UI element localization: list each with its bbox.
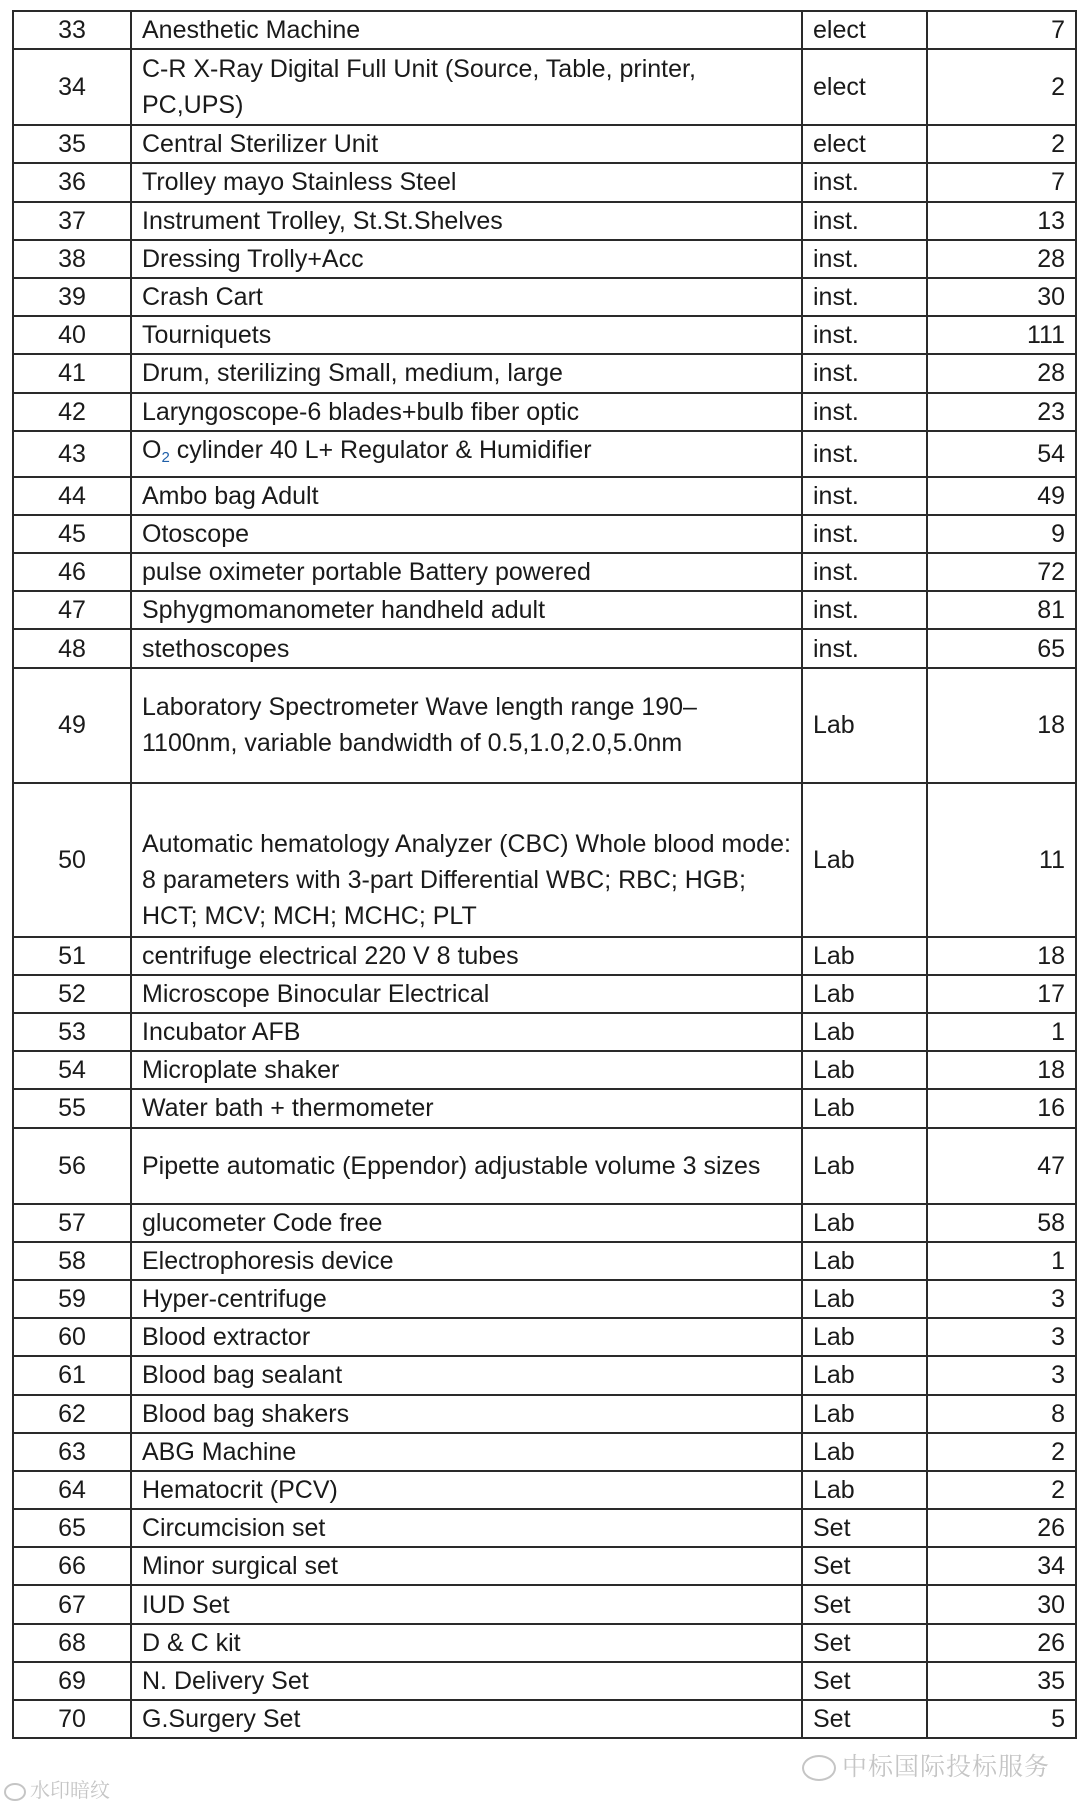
row-number: 45: [13, 515, 131, 553]
item-type: inst.: [802, 202, 927, 240]
item-quantity: 2: [927, 49, 1076, 125]
item-type: Lab: [802, 1356, 927, 1394]
item-description: C-R X-Ray Digital Full Unit (Source, Table, printer, PC,UPS): [131, 49, 802, 125]
table-row: [13, 1395, 1076, 1433]
item-type: inst.: [802, 278, 927, 316]
weibo-icon: [4, 1783, 26, 1801]
row-number: 38: [13, 240, 131, 278]
row-number: 51: [13, 937, 131, 975]
item-quantity: 7: [927, 163, 1076, 201]
row-number: 49: [13, 668, 131, 783]
table-row: [13, 1547, 1076, 1585]
item-type: Lab: [802, 1204, 927, 1242]
item-quantity: 28: [927, 354, 1076, 392]
table-row: [13, 668, 1076, 783]
item-type: inst.: [802, 316, 927, 354]
item-type: inst.: [802, 240, 927, 278]
watermark-left-text: 水印暗纹: [30, 1778, 110, 1802]
item-quantity: 23: [927, 393, 1076, 431]
item-quantity: 26: [927, 1509, 1076, 1547]
table-row: [13, 1624, 1076, 1662]
item-quantity: 5: [927, 1700, 1076, 1738]
item-description: Blood bag sealant: [131, 1356, 802, 1394]
item-subscript: 2: [161, 448, 170, 466]
item-description: Water bath + thermometer: [131, 1089, 802, 1127]
item-quantity: 8: [927, 1395, 1076, 1433]
item-type: Lab: [802, 937, 927, 975]
row-number: 60: [13, 1318, 131, 1356]
item-description: [131, 431, 802, 477]
row-number: 37: [13, 202, 131, 240]
item-description: Pipette automatic (Eppendor) adjustable volume 3 sizes: [131, 1128, 802, 1204]
item-quantity: 9: [927, 515, 1076, 553]
row-number: 43: [13, 431, 131, 477]
table-row: [13, 591, 1076, 629]
item-description: Otoscope: [131, 515, 802, 553]
item-type: inst.: [802, 163, 927, 201]
table-row: [13, 1585, 1076, 1623]
item-quantity: 2: [927, 125, 1076, 163]
item-type: inst.: [802, 591, 927, 629]
item-type: inst.: [802, 393, 927, 431]
row-number: 63: [13, 1433, 131, 1471]
table-row: [13, 49, 1076, 125]
item-type: Lab: [802, 1089, 927, 1127]
row-number: 40: [13, 316, 131, 354]
item-description: pulse oximeter portable Battery powered: [131, 553, 802, 591]
item-quantity: 13: [927, 202, 1076, 240]
item-quantity: 16: [927, 1089, 1076, 1127]
item-quantity: 58: [927, 1204, 1076, 1242]
item-type: inst.: [802, 515, 927, 553]
item-quantity: 18: [927, 668, 1076, 783]
table-row: [13, 553, 1076, 591]
row-number: 53: [13, 1013, 131, 1051]
item-type: elect: [802, 49, 927, 125]
item-description: Sphygmomanometer handheld adult: [131, 591, 802, 629]
table-row: [13, 1356, 1076, 1394]
item-type: Lab: [802, 783, 927, 937]
row-number: 59: [13, 1280, 131, 1318]
table-row: [13, 1051, 1076, 1089]
item-type: elect: [802, 125, 927, 163]
table-row: [13, 975, 1076, 1013]
table-row: [13, 163, 1076, 201]
row-number: 67: [13, 1585, 131, 1623]
item-quantity: 35: [927, 1662, 1076, 1700]
table-row: [13, 278, 1076, 316]
item-description: Trolley mayo Stainless Steel: [131, 163, 802, 201]
table-row: [13, 1089, 1076, 1127]
table-row: [13, 202, 1076, 240]
table-row: [13, 937, 1076, 975]
item-quantity: 30: [927, 1585, 1076, 1623]
item-quantity: 3: [927, 1318, 1076, 1356]
item-quantity: 18: [927, 1051, 1076, 1089]
item-type: Lab: [802, 975, 927, 1013]
table-row: [13, 1242, 1076, 1280]
table-row: [13, 1700, 1076, 1738]
item-description: IUD Set: [131, 1585, 802, 1623]
row-number: 50: [13, 783, 131, 937]
item-description: Incubator AFB: [131, 1013, 802, 1051]
table-row: [13, 1662, 1076, 1700]
item-quantity: 3: [927, 1356, 1076, 1394]
item-type: Set: [802, 1700, 927, 1738]
item-description: Automatic hematology Analyzer (CBC) Whole blood mode: 8 parameters with 3-part Differential WBC; RBC; HGB; HCT; MCV; MCH; MCHC; PLT: [131, 783, 802, 937]
row-number: 65: [13, 1509, 131, 1547]
row-number: 57: [13, 1204, 131, 1242]
table-row: [13, 1128, 1076, 1204]
item-type: Set: [802, 1547, 927, 1585]
item-description: Electrophoresis device: [131, 1242, 802, 1280]
item-type: Lab: [802, 1242, 927, 1280]
item-description: Blood bag shakers: [131, 1395, 802, 1433]
table-row: [13, 1509, 1076, 1547]
item-quantity: 30: [927, 278, 1076, 316]
item-quantity: 49: [927, 477, 1076, 515]
item-type: Set: [802, 1624, 927, 1662]
item-quantity: 11: [927, 783, 1076, 937]
row-number: 64: [13, 1471, 131, 1509]
item-rest: cylinder 40 L+ Regulator & Humidifier: [169, 435, 592, 464]
item-type: inst.: [802, 354, 927, 392]
row-number: 68: [13, 1624, 131, 1662]
table-row: [13, 515, 1076, 553]
item-description: Microplate shaker: [131, 1051, 802, 1089]
item-quantity: 81: [927, 591, 1076, 629]
item-quantity: 1: [927, 1013, 1076, 1051]
table-row: [13, 240, 1076, 278]
item-description: Central Sterilizer Unit: [131, 125, 802, 163]
row-number: 70: [13, 1700, 131, 1738]
row-number: 41: [13, 354, 131, 392]
item-description: Anesthetic Machine: [131, 11, 802, 49]
table-row: [13, 1433, 1076, 1471]
item-quantity: 7: [927, 11, 1076, 49]
row-number: 66: [13, 1547, 131, 1585]
item-description: glucometer Code free: [131, 1204, 802, 1242]
table-row: [13, 1471, 1076, 1509]
table-row: [13, 125, 1076, 163]
item-type: elect: [802, 11, 927, 49]
item-type: Lab: [802, 1395, 927, 1433]
item-description: Tourniquets: [131, 316, 802, 354]
item-type: inst.: [802, 431, 927, 477]
item-type: Lab: [802, 1013, 927, 1051]
table-row: [13, 1318, 1076, 1356]
item-type: Lab: [802, 1318, 927, 1356]
watermark-left: [4, 1774, 110, 1803]
row-number: 69: [13, 1662, 131, 1700]
item-description: D & C kit: [131, 1624, 802, 1662]
row-number: 52: [13, 975, 131, 1013]
item-description: Minor surgical set: [131, 1547, 802, 1585]
item-quantity: 47: [927, 1128, 1076, 1204]
item-quantity: 17: [927, 975, 1076, 1013]
item-description: Instrument Trolley, St.St.Shelves: [131, 202, 802, 240]
table-row: [13, 316, 1076, 354]
table-row: [13, 1280, 1076, 1318]
item-type: Lab: [802, 1128, 927, 1204]
item-description: Ambo bag Adult: [131, 477, 802, 515]
table-row: [13, 629, 1076, 667]
row-number: 33: [13, 11, 131, 49]
item-description: Dressing Trolly+Acc: [131, 240, 802, 278]
item-description: Hematocrit (PCV): [131, 1471, 802, 1509]
item-quantity: 54: [927, 431, 1076, 477]
row-number: 47: [13, 591, 131, 629]
item-quantity: 1: [927, 1242, 1076, 1280]
table-row: [13, 431, 1076, 477]
table-row: [13, 1013, 1076, 1051]
item-quantity: 18: [927, 937, 1076, 975]
row-number: 36: [13, 163, 131, 201]
item-type: inst.: [802, 629, 927, 667]
row-number: 61: [13, 1356, 131, 1394]
item-description: stethoscopes: [131, 629, 802, 667]
row-number: 56: [13, 1128, 131, 1204]
row-number: 62: [13, 1395, 131, 1433]
item-quantity: 111: [927, 316, 1076, 354]
equipment-table: [12, 10, 1077, 1739]
item-description: Microscope Binocular Electrical: [131, 975, 802, 1013]
table-row: [13, 783, 1076, 937]
table-row: [13, 477, 1076, 515]
item-prefix: O: [142, 435, 162, 464]
item-description: Hyper-centrifuge: [131, 1280, 802, 1318]
table-row: [13, 1204, 1076, 1242]
item-description: ABG Machine: [131, 1433, 802, 1471]
wechat-icon: [802, 1755, 836, 1781]
item-quantity: 28: [927, 240, 1076, 278]
item-type: Lab: [802, 668, 927, 783]
item-description: Blood extractor: [131, 1318, 802, 1356]
row-number: 54: [13, 1051, 131, 1089]
item-description: centrifuge electrical 220 V 8 tubes: [131, 937, 802, 975]
row-number: 39: [13, 278, 131, 316]
item-type: Lab: [802, 1051, 927, 1089]
row-number: 35: [13, 125, 131, 163]
item-type: Set: [802, 1509, 927, 1547]
item-description: G.Surgery Set: [131, 1700, 802, 1738]
table-row: [13, 393, 1076, 431]
item-description: Circumcision set: [131, 1509, 802, 1547]
watermark-right: [802, 1747, 1050, 1783]
item-type: inst.: [802, 477, 927, 515]
item-quantity: 65: [927, 629, 1076, 667]
item-description: Drum, sterilizing Small, medium, large: [131, 354, 802, 392]
item-description: N. Delivery Set: [131, 1662, 802, 1700]
item-quantity: 2: [927, 1433, 1076, 1471]
item-type: inst.: [802, 553, 927, 591]
row-number: 44: [13, 477, 131, 515]
item-description: Crash Cart: [131, 278, 802, 316]
item-type: Lab: [802, 1471, 927, 1509]
row-number: 55: [13, 1089, 131, 1127]
item-description: Laboratory Spectrometer Wave length range 190– 1100nm, variable bandwidth of 0.5,1.0,2.0,5.0nm: [131, 668, 802, 783]
row-number: 42: [13, 393, 131, 431]
item-quantity: 72: [927, 553, 1076, 591]
item-quantity: 34: [927, 1547, 1076, 1585]
item-type: Lab: [802, 1433, 927, 1471]
row-number: 48: [13, 629, 131, 667]
row-number: 46: [13, 553, 131, 591]
item-quantity: 26: [927, 1624, 1076, 1662]
row-number: 34: [13, 49, 131, 125]
item-quantity: 2: [927, 1471, 1076, 1509]
row-number: 58: [13, 1242, 131, 1280]
table-row: [13, 11, 1076, 49]
item-type: Lab: [802, 1280, 927, 1318]
item-description: Laryngoscope-6 blades+bulb fiber optic: [131, 393, 802, 431]
item-quantity: 3: [927, 1280, 1076, 1318]
item-type: Set: [802, 1662, 927, 1700]
item-type: Set: [802, 1585, 927, 1623]
table-row: [13, 354, 1076, 392]
watermark-right-text: 中标国际投标服务: [841, 1752, 1050, 1781]
